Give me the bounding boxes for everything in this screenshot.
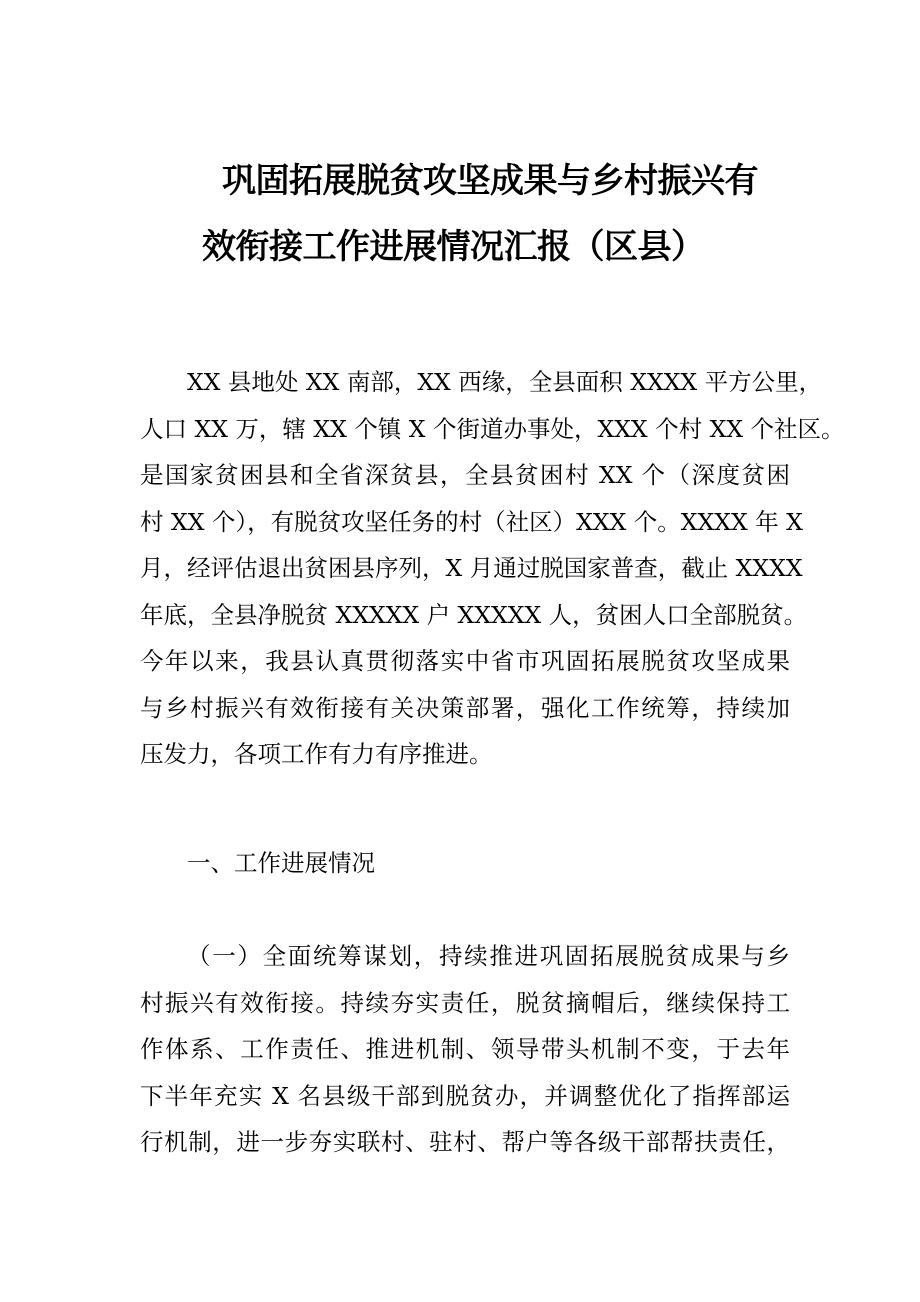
paragraph-line: 下半年充实 X 名县级干部到脱贫办，并调整优化了指挥部运 <box>140 1081 790 1110</box>
section-paragraph <box>140 933 790 1166</box>
title-line-1: 巩固拓展脱贫攻坚成果与乡村振兴有 <box>222 161 758 201</box>
paragraph-line: 压发力，各项工作有力有序推进。 <box>140 740 493 768</box>
paragraph-line: XX 县地处 XX 南部，XX 西缘，全县面积 XXXX 平方公里， <box>187 368 823 396</box>
paragraph-line: 是国家贫困县和全省深贫县，全县贫困村 XX 个（深度贫困 <box>140 461 790 489</box>
document-title <box>140 148 800 280</box>
paragraph-line: 村 XX 个），有脱贫攻坚任务的村（社区）XXX 个。XXXX 年 X <box>140 507 803 536</box>
paragraph-line: 今年以来，我县认真贯彻落实中省市巩固拓展脱贫攻坚成果 <box>140 647 790 675</box>
paragraph-line: 年底，全县净脱贫 XXXXX 户 XXXXX 人，贫困人口全部脱贫。 <box>140 600 808 629</box>
intro-paragraph <box>140 359 845 778</box>
section-heading <box>140 840 790 887</box>
paragraph-line: （一）全面统筹谋划，持续推进巩固拓展脱贫成果与乡 <box>187 942 790 970</box>
paragraph-line: 村振兴有效衔接。持续夯实责任，脱贫摘帽后，继续保持工 <box>140 988 790 1017</box>
paragraph-line: 作体系、工作责任、推进机制、领导带头机制不变，于去年 <box>140 1035 790 1063</box>
section-heading-text: 一、工作进展情况 <box>187 849 375 877</box>
paragraph-line: 与乡村振兴有效衔接有关决策部署，强化工作统筹，持续加 <box>140 693 790 722</box>
paragraph-line: 人口 XX 万，辖 XX 个镇 X 个街道办事处，XXX 个村 XX 个社区。 <box>140 414 845 443</box>
title-line-2: 效衔接工作进展情况汇报（区县） <box>202 227 705 267</box>
paragraph-line: 月，经评估退出贫困县序列，X 月通过脱国家普查，截止 XXXX <box>140 554 803 582</box>
paragraph-line: 行机制，进一步夯实联村、驻村、帮户等各级干部帮扶责任， <box>140 1128 790 1156</box>
